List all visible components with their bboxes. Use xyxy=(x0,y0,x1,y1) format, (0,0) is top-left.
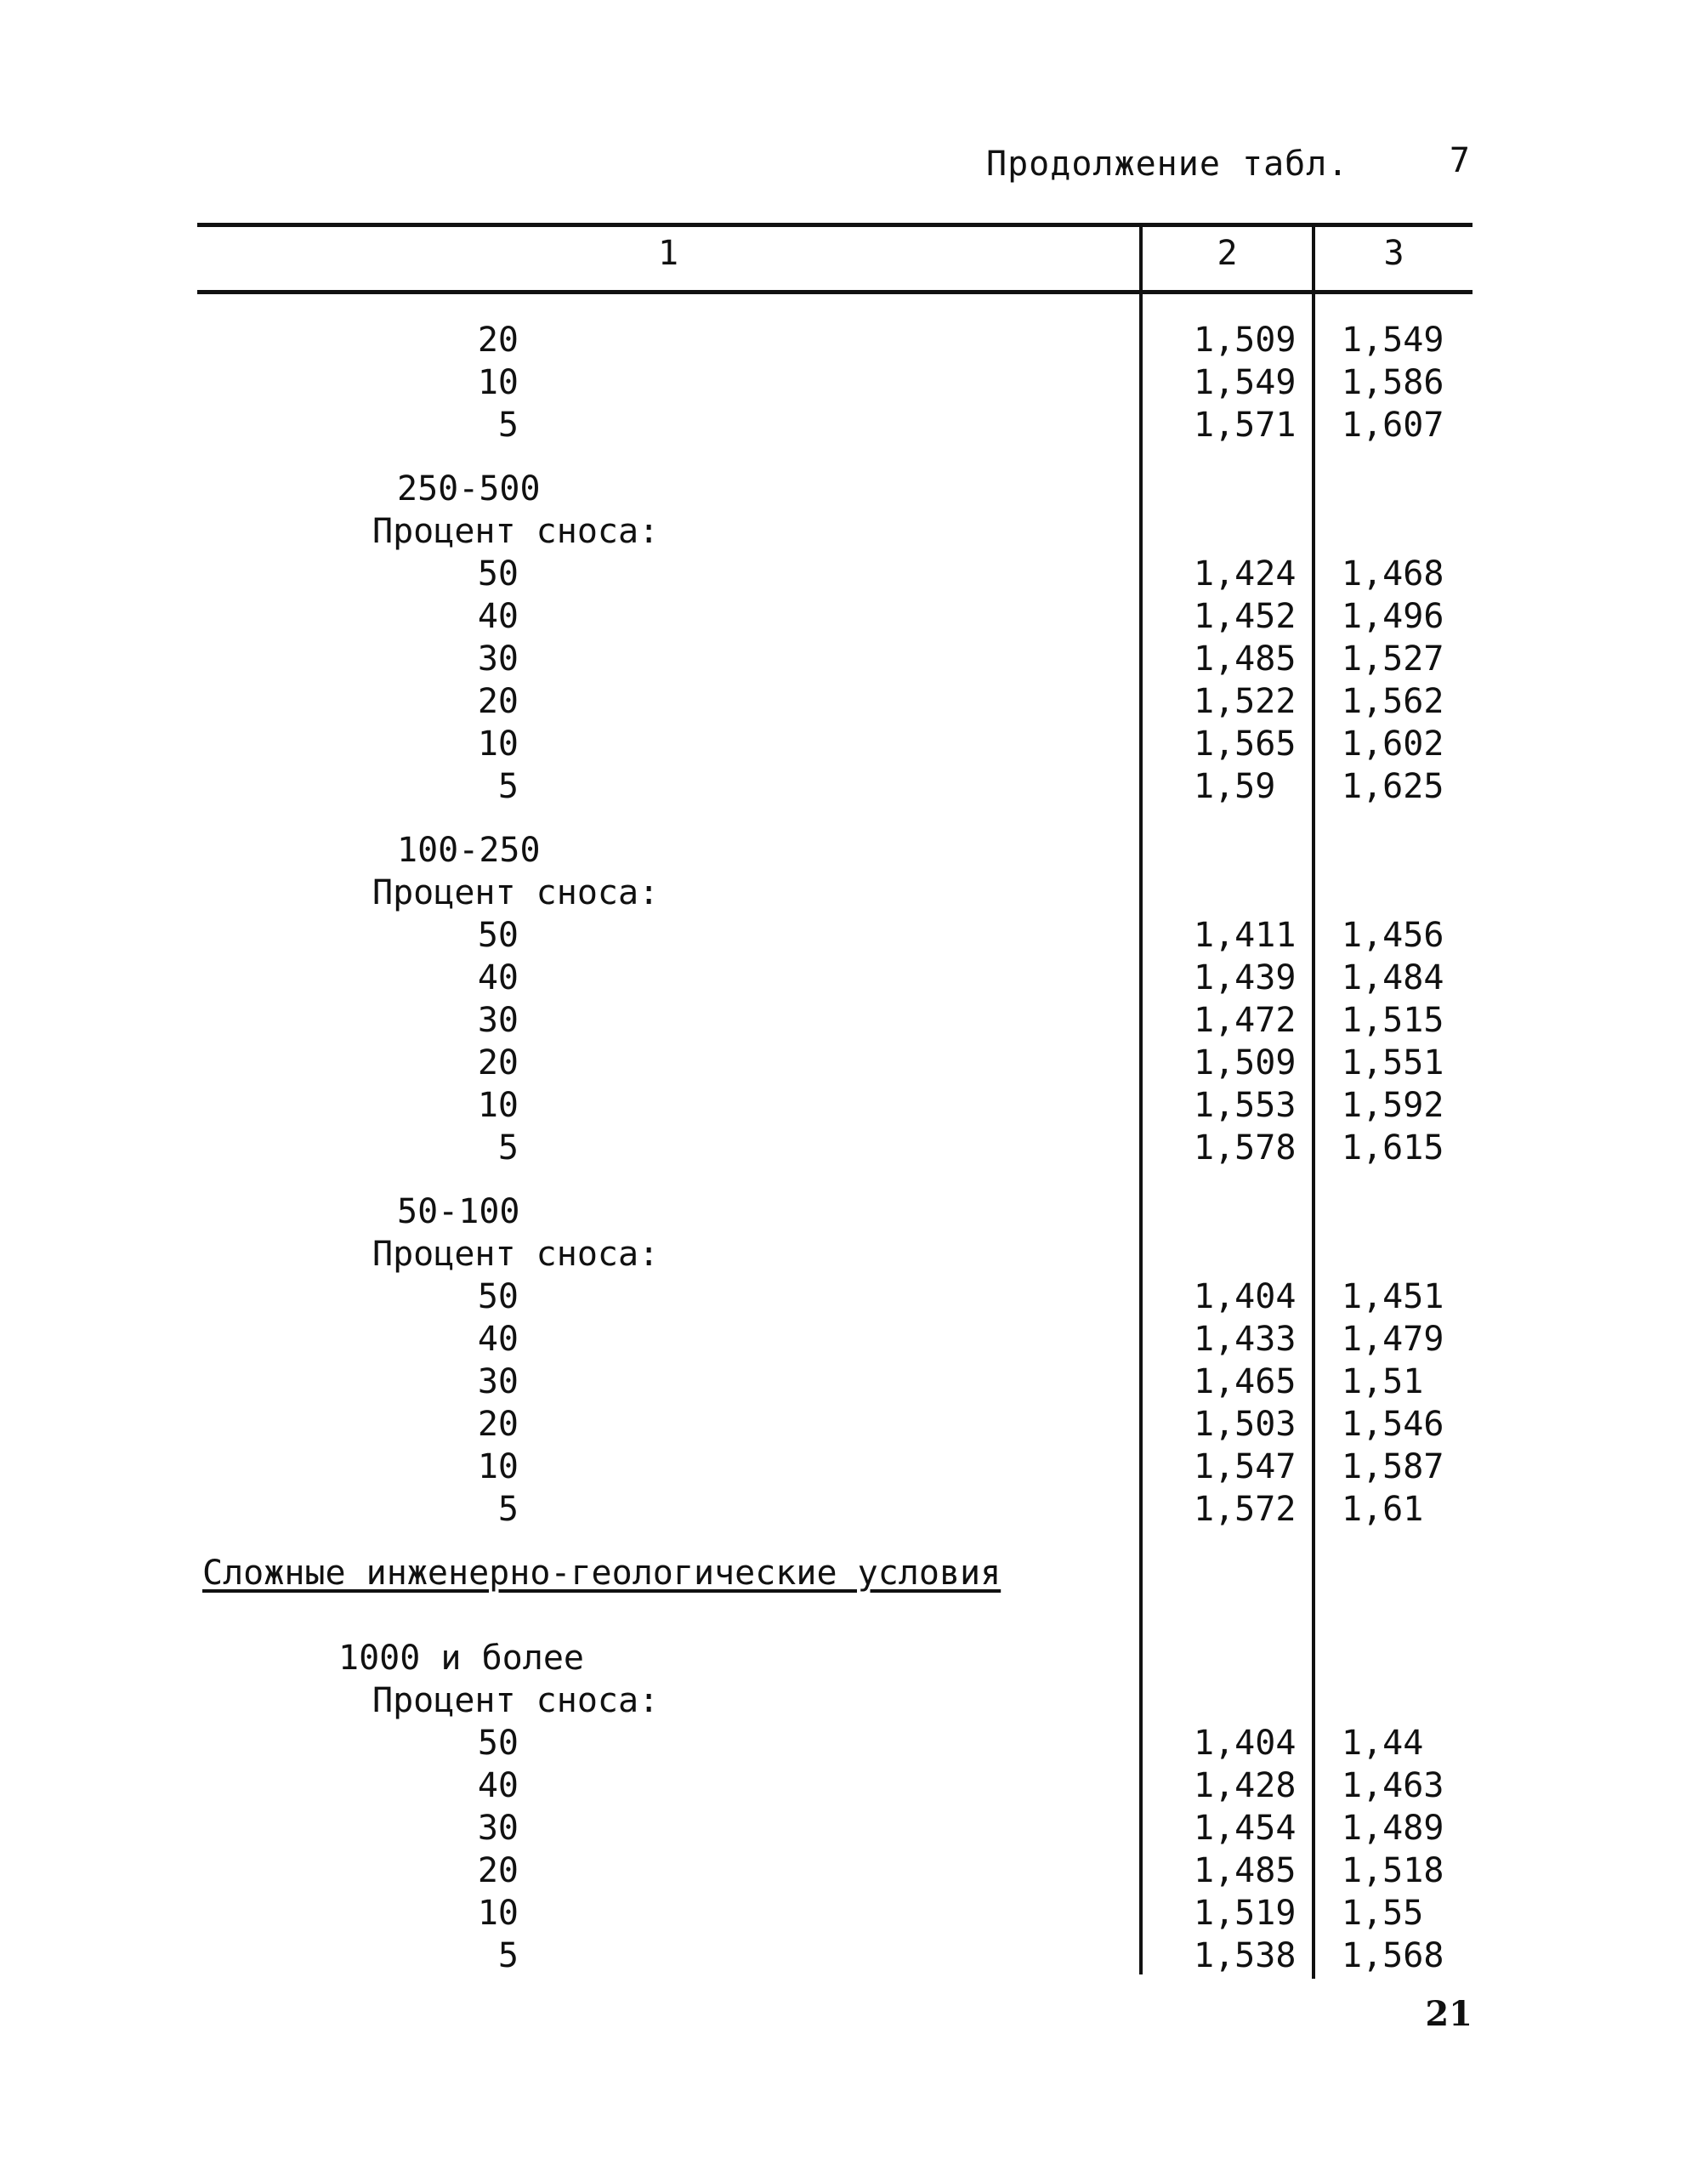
table-row xyxy=(0,999,1708,1042)
coefficient-col2-cell: 1,572 xyxy=(1194,1490,1297,1529)
table-row xyxy=(0,914,1708,957)
coefficient-col2-cell: 1,404 xyxy=(1194,1724,1297,1763)
label-text: Процент сноса: xyxy=(372,1681,660,1720)
column-header-1: 1 xyxy=(657,234,679,273)
wear-percent-cell: 20 xyxy=(477,1043,519,1082)
table-row xyxy=(0,1042,1708,1084)
table-row xyxy=(0,1318,1708,1361)
wear-percent-cell: 5 xyxy=(497,767,519,806)
coefficient-col3-cell: 1,51 xyxy=(1342,1362,1424,1401)
wear-percent-cell: 5 xyxy=(497,1936,519,1975)
coefficient-col3-cell: 1,456 xyxy=(1342,916,1444,955)
wear-percent-cell: 10 xyxy=(477,1086,519,1125)
coefficient-col3-cell: 1,625 xyxy=(1342,767,1444,806)
coefficient-col3-cell: 1,515 xyxy=(1342,1001,1444,1040)
table-row xyxy=(0,1361,1708,1403)
wear-percent-cell: 50 xyxy=(477,1277,519,1316)
table-top-rule xyxy=(197,223,1473,227)
wear-percent-cell: 30 xyxy=(477,1001,519,1040)
table-row xyxy=(0,1446,1708,1488)
table-row xyxy=(0,1127,1708,1169)
table-row xyxy=(0,361,1708,404)
table-row xyxy=(0,1849,1708,1892)
coefficient-col2-cell: 1,454 xyxy=(1194,1809,1297,1848)
wear-percent-cell: 30 xyxy=(477,639,519,679)
coefficient-col3-cell: 1,527 xyxy=(1342,639,1444,679)
wear-percent-cell: 50 xyxy=(477,916,519,955)
coefficient-col2-cell: 1,472 xyxy=(1194,1001,1297,1040)
coefficient-col3-cell: 1,562 xyxy=(1342,682,1444,721)
table-row xyxy=(0,765,1708,808)
coefficient-col3-cell: 1,451 xyxy=(1342,1277,1444,1316)
table-row xyxy=(0,595,1708,638)
group-heading-row xyxy=(0,829,1708,872)
coefficient-col2-cell: 1,452 xyxy=(1194,597,1297,636)
group-heading-row xyxy=(0,1190,1708,1233)
coefficient-col2-cell: 1,547 xyxy=(1194,1447,1297,1486)
label-row xyxy=(0,1233,1708,1276)
coefficient-col2-cell: 1,509 xyxy=(1194,1043,1297,1082)
coefficient-col2-cell: 1,522 xyxy=(1194,682,1297,721)
label-text: Процент сноса: xyxy=(372,873,660,912)
table-row xyxy=(0,1935,1708,1977)
coefficient-col3-cell: 1,468 xyxy=(1342,554,1444,594)
section-heading-row xyxy=(0,1552,1708,1594)
coefficient-col2-cell: 1,553 xyxy=(1194,1086,1297,1125)
coefficient-col2-cell: 1,411 xyxy=(1194,916,1297,955)
wear-percent-cell: 10 xyxy=(477,1447,519,1486)
wear-percent-cell: 20 xyxy=(477,1851,519,1890)
coefficient-col3-cell: 1,587 xyxy=(1342,1447,1444,1486)
table-row xyxy=(0,680,1708,723)
wear-percent-cell: 10 xyxy=(477,1894,519,1933)
coefficient-col2-cell: 1,578 xyxy=(1194,1128,1297,1168)
coefficient-col3-cell: 1,61 xyxy=(1342,1490,1424,1529)
coefficient-col3-cell: 1,592 xyxy=(1342,1086,1444,1125)
coefficient-col2-cell: 1,503 xyxy=(1194,1405,1297,1444)
coefficient-col3-cell: 1,44 xyxy=(1342,1724,1424,1763)
coefficient-col3-cell: 1,551 xyxy=(1342,1043,1444,1082)
table-number: 7 xyxy=(1449,141,1471,180)
coefficient-col3-cell: 1,479 xyxy=(1342,1320,1444,1359)
coefficient-col3-cell: 1,489 xyxy=(1342,1809,1444,1848)
coefficient-col2-cell: 1,509 xyxy=(1194,321,1297,360)
table-row xyxy=(0,1276,1708,1318)
table-row xyxy=(0,1403,1708,1446)
table-row xyxy=(0,957,1708,999)
coefficient-col2-cell: 1,404 xyxy=(1194,1277,1297,1316)
coefficient-col3-cell: 1,496 xyxy=(1342,597,1444,636)
coefficient-col3-cell: 1,55 xyxy=(1342,1894,1424,1933)
label-row xyxy=(0,872,1708,914)
wear-percent-cell: 30 xyxy=(477,1809,519,1848)
group-text: 100-250 xyxy=(397,831,541,870)
coefficient-col3-cell: 1,484 xyxy=(1342,958,1444,997)
coefficient-col2-cell: 1,538 xyxy=(1194,1936,1297,1975)
coefficient-col3-cell: 1,463 xyxy=(1342,1766,1444,1805)
table-row xyxy=(0,638,1708,680)
coefficient-col2-cell: 1,439 xyxy=(1194,958,1297,997)
coefficient-col3-cell: 1,586 xyxy=(1342,363,1444,402)
table-row xyxy=(0,1084,1708,1127)
wear-percent-cell: 40 xyxy=(477,597,519,636)
column-header-2: 2 xyxy=(1217,234,1238,273)
section-text: Сложные инженерно-геологические условия xyxy=(202,1554,1002,1593)
coefficient-col3-cell: 1,568 xyxy=(1342,1936,1444,1975)
coefficient-col2-cell: 1,549 xyxy=(1194,363,1297,402)
table-row xyxy=(0,1807,1708,1849)
group-text: 250-500 xyxy=(397,469,541,509)
group-heading-row xyxy=(0,1637,1708,1679)
wear-percent-cell: 40 xyxy=(477,1766,519,1805)
coefficient-col2-cell: 1,424 xyxy=(1194,554,1297,594)
wear-percent-cell: 5 xyxy=(497,1490,519,1529)
caption-continuation: Продолжение табл. xyxy=(986,145,1349,184)
coefficient-col2-cell: 1,519 xyxy=(1194,1894,1297,1933)
table-row xyxy=(0,1764,1708,1807)
wear-percent-cell: 20 xyxy=(477,1405,519,1444)
coefficient-col2-cell: 1,428 xyxy=(1194,1766,1297,1805)
table-row xyxy=(0,723,1708,765)
label-text: Процент сноса: xyxy=(372,1235,660,1274)
group-text: 50-100 xyxy=(397,1192,520,1231)
table-header-rule xyxy=(197,290,1473,294)
group-text: 1000 и более xyxy=(338,1639,584,1678)
wear-percent-cell: 10 xyxy=(477,363,519,402)
wear-percent-cell: 30 xyxy=(477,1362,519,1401)
column-header-3: 3 xyxy=(1383,234,1404,273)
coefficient-col2-cell: 1,433 xyxy=(1194,1320,1297,1359)
coefficient-col2-cell: 1,485 xyxy=(1194,639,1297,679)
coefficient-col3-cell: 1,549 xyxy=(1342,321,1444,360)
coefficient-col3-cell: 1,607 xyxy=(1342,406,1444,445)
wear-percent-cell: 20 xyxy=(477,682,519,721)
table-row xyxy=(0,319,1708,361)
table-row xyxy=(0,1722,1708,1764)
wear-percent-cell: 40 xyxy=(477,1320,519,1359)
wear-percent-cell: 20 xyxy=(477,321,519,360)
wear-percent-cell: 10 xyxy=(477,724,519,764)
coefficient-col2-cell: 1,465 xyxy=(1194,1362,1297,1401)
label-text: Процент сноса: xyxy=(372,512,660,551)
coefficient-col3-cell: 1,615 xyxy=(1342,1128,1444,1168)
wear-percent-cell: 50 xyxy=(477,554,519,594)
label-row xyxy=(0,1679,1708,1722)
table-row xyxy=(0,1488,1708,1531)
wear-percent-cell: 5 xyxy=(497,406,519,445)
wear-percent-cell: 5 xyxy=(497,1128,519,1168)
table-row xyxy=(0,553,1708,595)
coefficient-col3-cell: 1,602 xyxy=(1342,724,1444,764)
label-row xyxy=(0,510,1708,553)
wear-percent-cell: 40 xyxy=(477,958,519,997)
coefficient-col2-cell: 1,571 xyxy=(1194,406,1297,445)
table-row xyxy=(0,404,1708,446)
coefficient-col2-cell: 1,565 xyxy=(1194,724,1297,764)
group-heading-row xyxy=(0,468,1708,510)
wear-percent-cell: 50 xyxy=(477,1724,519,1763)
coefficient-col2-cell: 1,59 xyxy=(1194,767,1276,806)
coefficient-col3-cell: 1,546 xyxy=(1342,1405,1444,1444)
coefficient-col2-cell: 1,485 xyxy=(1194,1851,1297,1890)
page-number: 21 xyxy=(1425,1994,1473,2034)
coefficient-col3-cell: 1,518 xyxy=(1342,1851,1444,1890)
table-row xyxy=(0,1892,1708,1935)
